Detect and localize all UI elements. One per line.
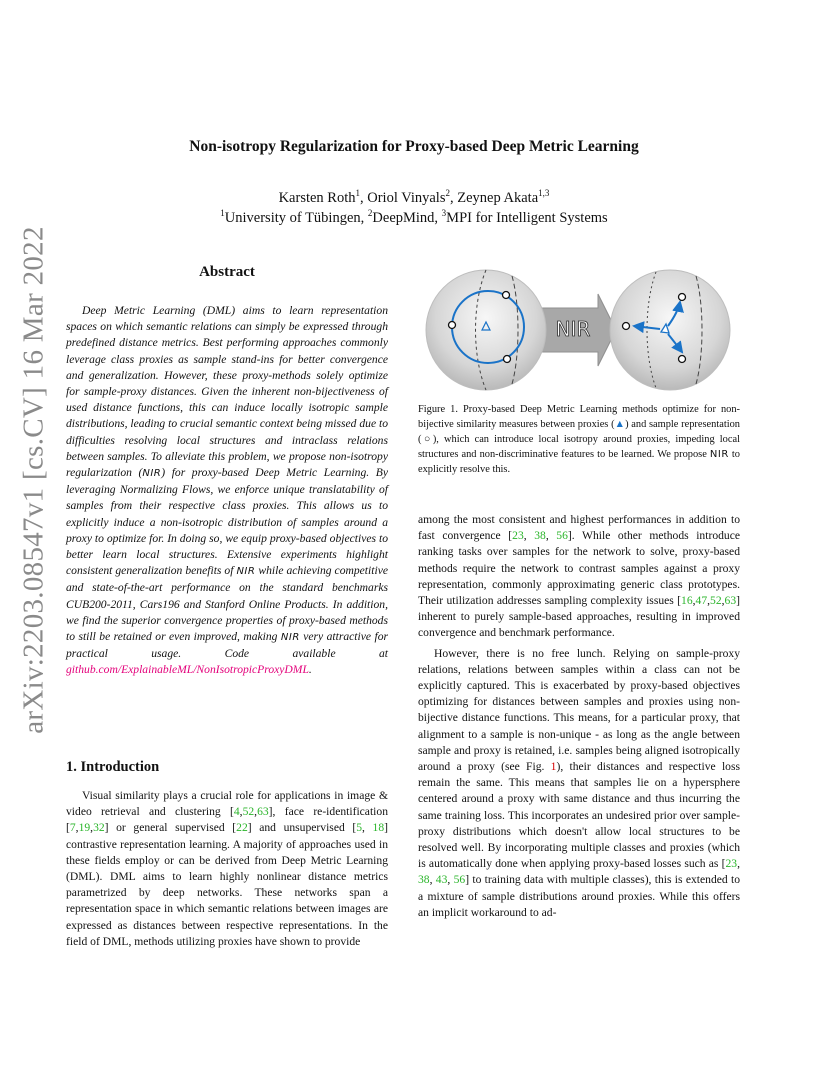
intro-body: Visual similarity plays a crucial role for applications in image & video retrieval and clustering [4,52,63], face re-identification [7,19,32] or general supervised [22] and unsupervised [5, 18] contrastive representation learning. A majority of approaches used in these fields employ or can be derived from Deep Metric Learning (DML). DML aims to learn highly nonlinear distance metrics parametrized by deep networks. These networks span a representation space in which semantic relations between images are expressed as distances between respective representations. In the field of DML, methods utilizing proxies have shown to provide [66, 789, 389, 948]
abstract-text: very attractive for practical usage. Code available at [66, 630, 388, 661]
arxiv-stamp [14, 226, 54, 734]
author-mark: 1 [355, 188, 360, 199]
abstract-text: Deep Metric Learning (DML) aims to learn representation spaces on which semantic relations can simply be expressed through predefined distance metrics. Best performing approaches commonly leverage class proxies as sample stand-ins for better convergence and generalization. However, these proxy-methods solely optimize for sample-proxy distances. Given the inherent non-bijectiveness of used distance functions, this can induce locally isotropic sample distributions, leading to crucial semantic context being missed due to difficulties resolving local structures and intraclass relations between samples. To alleviate this problem, we propose non-isotropy regularization ( [66, 304, 389, 480]
author-name: Oriol Vinyals [367, 190, 446, 206]
abstract-text: ) for proxy-based Deep Metric Learning. By leveraging Normalizing Flows, we enforce unique translatability of samples from their respective class proxies. This allows us to explicitly induce a non-isotropic distribution of samples around a proxy to optimize for. In doing so, we equip proxy-based objectives to better learn local structures. Extensive experiments highlight consistent generalization benefits of [66, 466, 388, 578]
code-link[interactable]: github.com/ExplainableML/NonIsotropicProxyDML [66, 663, 309, 677]
affiliation: University of Tübingen [224, 210, 361, 226]
citation-link[interactable]: 22 [236, 821, 248, 835]
figure-1-graphic [420, 264, 742, 396]
author-list: Karsten Roth$^1$, Oriol Vinyals$^2$, Zeynep Akata$^{1,3}$ [278, 188, 550, 206]
citation-link[interactable]: 38 [534, 529, 546, 543]
citation-link[interactable]: 19 [78, 821, 91, 835]
caption-text: to explicitly resolve this. [418, 449, 740, 475]
affiliation-list: $^1$University of Tübingen, $^2$DeepMind, $^3$MPI for Intelligent Systems [220, 208, 608, 226]
affil-mark: 2 [367, 208, 373, 219]
body-text: ), their distances and respective loss remain the same. This means that samples lie on a hypersphere centered around a proxy with same distance and thus incurring the same training loss. This incorporates an undesired prior over sample-proxy distributions which doesn't allow local structures to be resolved well. By incorporating multiple classes and proxies (which is automatically done when applying proxy-based losses such as [ [418, 760, 740, 871]
author-name: Zeynep Akata [457, 190, 539, 206]
citation-link[interactable]: 5 [356, 821, 363, 835]
right-sphere [610, 270, 730, 390]
citation-link[interactable]: 52 [242, 805, 255, 819]
abstract-heading: Abstract [199, 264, 255, 280]
body-text: Visual similarity plays a crucial role for applications in image & video retrieval and clustering [ [66, 789, 388, 819]
section-heading-introduction: 1. Introduction [66, 759, 160, 775]
citation-link[interactable]: 47 [695, 594, 708, 608]
figure-ref-link[interactable]: 1 [550, 760, 557, 774]
citation-link[interactable]: 32 [93, 821, 105, 835]
citation-link[interactable]: 52 [710, 594, 722, 608]
author-name: Karsten Roth [278, 190, 356, 206]
nir-token: NIR [142, 468, 162, 480]
citation-link[interactable]: 23 [725, 857, 738, 871]
affil-mark: 1 [220, 208, 225, 219]
author-mark: 1,3 [538, 188, 550, 199]
abstract-text: while achieving competitive and state-of-the-art performance on the standard benchmarks CUB200-2011, Cars196 and Stanford Online Products. In addition, we find the superior convergence properties of proxy-based methods to still be retained or even improved, making [66, 564, 388, 644]
citation-link[interactable]: 18 [372, 821, 385, 835]
citation-link[interactable]: 23 [512, 529, 524, 543]
body-text: ] to training data with multiple classes), this is extended to a mixture of sample distributions around proxies. While this offers an implicit workaround to ad- [418, 873, 740, 919]
citation-link[interactable]: 4 [233, 805, 240, 819]
citation-link[interactable]: 63 [257, 805, 269, 819]
body-text: among the most consistent and highest performances in addition to fast convergence [ [418, 513, 740, 543]
caption-text: ) and sample representation ( [418, 419, 740, 445]
proxy-triangle-icon: ▲ [614, 419, 626, 430]
sample-circle-icon: ○ [421, 434, 433, 445]
abstract-text: . [308, 663, 312, 677]
affil-mark: 3 [441, 208, 447, 219]
nir-token: NIR [236, 566, 256, 578]
citation-link[interactable]: 7 [69, 821, 76, 835]
body-text: ] inherent to purely sample-based approaches, resulting in improved convergence and benchmark performance. [418, 594, 740, 640]
affiliation: MPI for Intelligent Systems [446, 210, 608, 226]
citation-link[interactable]: 16 [681, 594, 693, 608]
body-text: ], face re-identification [ [66, 805, 388, 835]
citation-link[interactable]: 38 [418, 873, 430, 887]
figure-1 [420, 264, 742, 396]
citation-link[interactable]: 43 [435, 873, 448, 887]
body-text: ] and unsupervised [ [247, 821, 357, 835]
author-mark: 2 [445, 188, 450, 199]
paper-title: Non-isotropy Regularization for Proxy-based Deep Metric Learning [189, 138, 639, 155]
arxiv-stamp-text: arXiv:2203.08547v1 [cs.CV] 16 Mar 2022 [17, 226, 50, 734]
body-text: ]. While other methods introduce ranking tasks over samples for the network to solve, proxy-based methods require the network to contrast samples against a proxy representation, commonly approximating generic class prototypes. Their utilization addresses sampling complexity issues [ [418, 529, 740, 608]
citation-link[interactable]: 63 [724, 594, 737, 608]
caption-text: Figure 1. Proxy-based Deep Metric Learning methods optimize for non-bijective similarity measures between proxies ( [418, 404, 740, 430]
nir-token: NIR [280, 632, 300, 644]
figure-1-caption [418, 402, 740, 477]
nir-token: NIR [709, 449, 729, 460]
right-column-body: among the most consistent and highest performances in addition to fast convergence [23, 38, 56]. While other methods introduce ranking tasks over samples for the network to solve, proxy-based methods require the network to contrast samples against a proxy representation, commonly approximating generic class prototypes. Their utilization addresses sampling complexity issues [16,47,52,63] inherent to purely sample-based approaches, resulting in improved convergence and benchmark performance. However, there is no free lunch. Relying on sample-proxy relations, relations between samples within a class can not be explicitly captured. This is exacerbated by proxy-based objectives optimizing for distances between samples and proxies using non-bijective distance functions. This means, for a particular proxy, that alignment to a sample is non-unique - as long as the angle between sample and proxy is retained, i.e. samples being aligned isotropically around a proxy (see Fig. 1), their distances and respective loss remain the same. This means that samples lie on a hypersphere centered around a proxy with same distance and thus incurring the same training loss. This incorporates an undesired prior over sample-proxy distributions which doesn't allow local structures to be resolved well. By incorporating multiple classes and proxies (which is automatically done when applying proxy-based losses such as [23, 38, 43, 56] to training data with multiple classes), this is extended to a mixture of sample distributions around proxies. While this offers an implicit workaround to ad- [418, 513, 740, 919]
nir-arrow-label: NIR [555, 317, 591, 341]
caption-text: ), which can introduce local isotropy around proxies, impeding local structures and non-discriminative features to be learned. We propose [418, 434, 740, 460]
citation-link[interactable]: 56 [556, 529, 568, 543]
affiliation: DeepMind [372, 210, 435, 226]
body-text: ] or general supervised [ [104, 821, 237, 835]
abstract-body [66, 303, 388, 679]
body-text: However, there is no free lunch. Relying on sample-proxy relations, relations between samples within a class can not be explicitly captured. This is exacerbated by proxy-based objectives optimizing for distances between samples and proxies using non-bijective distance functions. This means, for a particular proxy, that alignment to a sample is non-unique - as long as the angle between sample and proxy is retained, i.e. samples being aligned isotropically around a proxy (see Fig. [418, 646, 740, 774]
citation-link[interactable]: 56 [453, 873, 466, 887]
left-sphere [426, 270, 546, 390]
body-text: ] contrastive representation learning. A majority of approaches used in these fields employ or can be derived from Deep Metric Learning (DML). DML aims to learn highly nonlinear distance metrics parametrized by deep networks. These networks span a representation space in which semantic relations between images are expressed as distances between respective representations. In the field of DML, methods utilizing proxies have shown to provide [66, 821, 389, 948]
